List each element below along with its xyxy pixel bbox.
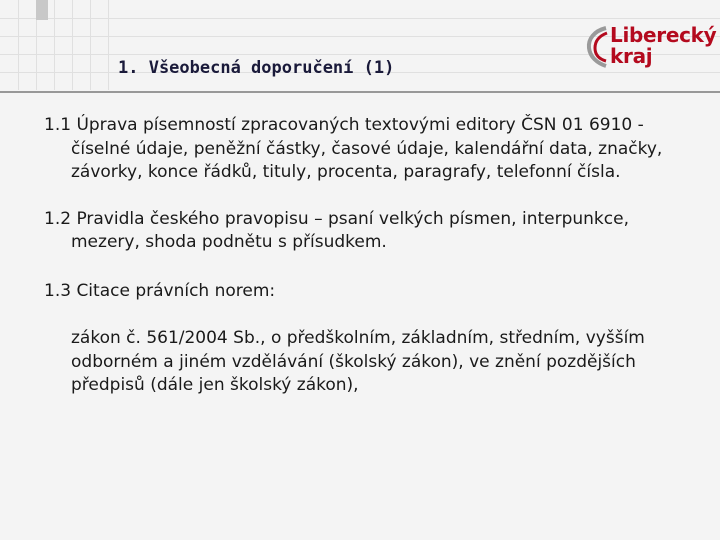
content-body — [44, 114, 684, 398]
logo-line1: Liberecký — [610, 23, 717, 47]
title-divider — [0, 89, 720, 95]
section-1-3: 1.3 Citace právních norem: — [44, 280, 276, 301]
logo-line2: kraj — [610, 44, 653, 68]
section-1-2: 1.2 Pravidla českého pravopisu – psaní velkých písmen, interpunkce, mezery, shoda podnětu s přísudkem. — [44, 208, 629, 252]
logo-swoosh-icon — [584, 25, 610, 69]
page-title: 1. Všeobecná doporučení (1) — [118, 58, 395, 78]
accent-mark — [36, 0, 48, 20]
section-1-1: 1.1 Úprava písemností zpracovaných textovými editory ČSN 01 6910 - číselné údaje, peněžní částky, časové údaje, kalendářní data, značky, závorky, konce řádků, tituly, procenta, paragrafy, telefonní čísla. — [44, 115, 663, 182]
citation-text: zákon č. 561/2004 Sb., o předškolním, základním, středním, vyšším odborném a jiném vzdělávání (školský zákon), ve znění pozdějších předpisů (dále jen školský zákon), — [71, 328, 645, 395]
logo-text — [610, 25, 716, 66]
liberecky-kraj-logo — [584, 23, 717, 69]
